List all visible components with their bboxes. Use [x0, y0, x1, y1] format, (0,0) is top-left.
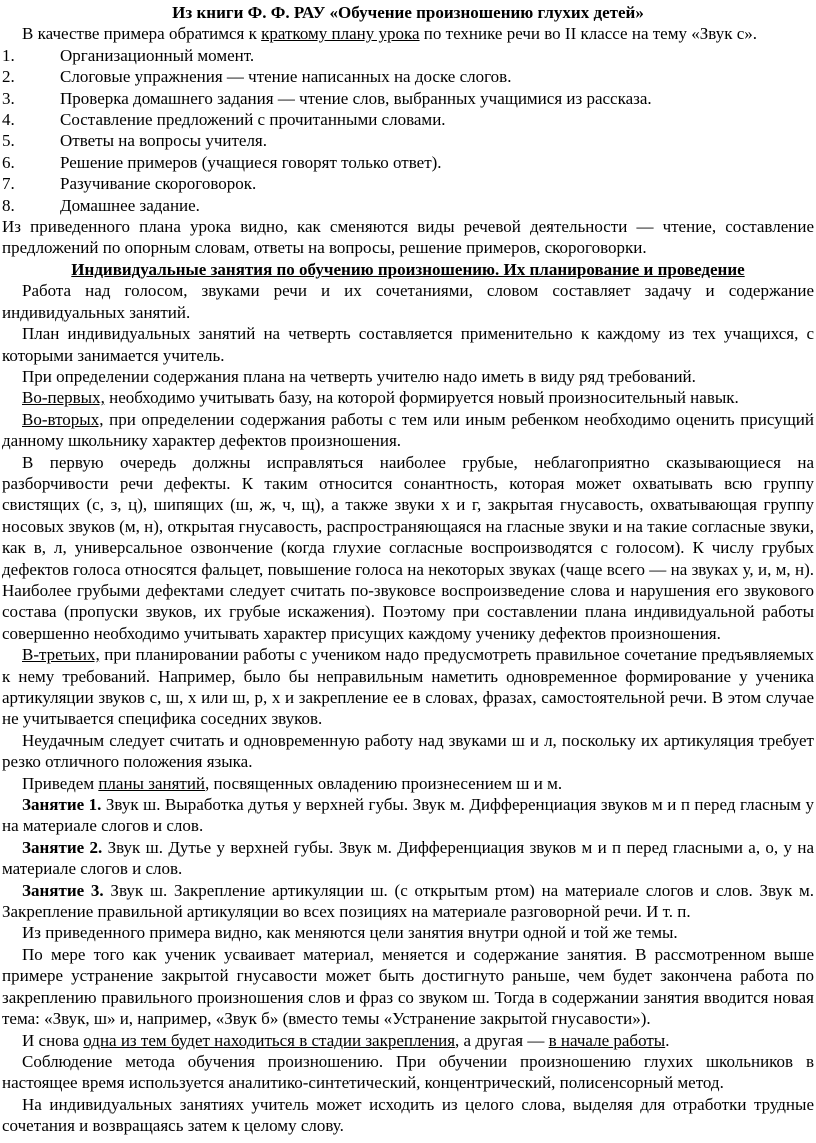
list-text: Решение примеров (учащиеся говорят только ответ).	[60, 152, 442, 172]
requirement-lead: Во-вторых,	[22, 409, 104, 429]
paragraph: По мере того как ученик усваивает материал, меняется и содержание занятия. В рассмотренном выше примере устранение закрытой гнусавости может быть достигнуто раньше, чем будет закончена работа по закреплению правильного произношения слов и фраз со звуком ш. Тогда в содержании занятия вводится новая тема: «Звук, ш» и, например, «Звук б» (вместо темы «Устранение закрытой гнусавости»).	[2, 944, 814, 1029]
list-text: Организационный момент.	[60, 45, 255, 65]
list-item	[2, 195, 814, 216]
list-text: Ответы на вопросы учителя.	[60, 131, 267, 151]
list-text: Домашнее задание.	[60, 195, 200, 215]
lesson-label: Занятие 2.	[22, 837, 103, 857]
list-number: 2.	[2, 67, 15, 87]
list-number: 7.	[2, 174, 15, 194]
text-span: И снова	[22, 1030, 84, 1050]
intro-paragraph	[2, 23, 814, 44]
paragraph: Из приведенного примера видно, как меняются цели занятия внутри одной и той же темы.	[22, 923, 678, 943]
section-heading: Индивидуальные занятия по обучению произношению. Их планирование и проведение	[71, 259, 745, 279]
list-item	[2, 66, 814, 87]
consolidation-link: одна из тем будет находиться в стадии закрепления	[83, 1030, 456, 1050]
lesson-entry	[2, 837, 814, 880]
list-number: 3.	[2, 88, 15, 108]
list-item	[2, 152, 814, 173]
list-number: 5.	[2, 131, 15, 151]
paragraph: На индивидуальных занятиях учитель может исходить из целого слова, выделяя для отработки трудные сочетания и возвращаясь затем к целому слову.	[2, 1094, 814, 1136]
paragraph: Работа над голосом, звуками речи и их сочетаниями, словом составляет задачу и содержание индивидуальных занятий.	[2, 281, 814, 322]
list-item	[2, 109, 814, 130]
lesson-plans-link: планы занятий	[98, 773, 206, 793]
paragraph	[2, 644, 814, 730]
list-item	[2, 173, 814, 194]
text-span: , а другая —	[455, 1030, 549, 1050]
paragraph	[2, 409, 814, 452]
list-item	[2, 88, 814, 109]
text-span: .	[665, 1030, 670, 1050]
lesson-text: Звук ш. Закрепление артикуляции ш. (с открытым ртом) на материале слогов и слов. Звук м. Закрепление правильной артикуляции во всех позициях на материале разговорной речи. И т. п.	[2, 880, 815, 922]
paragraph	[2, 387, 814, 408]
lesson-label: Занятие 3.	[22, 880, 104, 900]
lesson-label: Занятие 1.	[22, 795, 102, 815]
work-start-link: в начале работы	[548, 1030, 666, 1050]
list-text: Разучивание скороговорок.	[60, 174, 257, 194]
list-item	[2, 45, 814, 66]
list-item	[2, 130, 814, 151]
document-title: Из книги Ф. Ф. РАУ «Обучение произношению глухих детей»	[172, 3, 644, 22]
list-number: 8.	[2, 195, 15, 215]
paragraph	[2, 773, 814, 794]
list-number: 6.	[2, 152, 15, 172]
requirement-text: необходимо учитывать базу, на которой формируется новый произносительный навык.	[104, 388, 739, 408]
paragraph: План индивидуальных занятий на четверть составляется применительно к каждому из тех учащихся, с которыми занимается учитель.	[2, 324, 814, 365]
list-number: 1.	[2, 45, 15, 65]
list-text: Проверка домашнего задания — чтение слов, выбранных учащимися из рассказа.	[60, 88, 652, 108]
requirement-lead: Во-первых,	[22, 388, 105, 408]
paragraph: При определении содержания плана на четверть учителю надо иметь в виду ряд требований.	[22, 366, 696, 386]
list-text: Слоговые упражнения — чтение написанных на доске слогов.	[60, 67, 512, 87]
summary-paragraph: Из приведенного плана урока видно, как сменяются виды речевой деятельности — чтение, составление предложений по опорным словам, ответы на вопросы, решение примеров, скороговорки.	[2, 217, 814, 258]
paragraph: Соблюдение метода обучения произношению. При обучении произношению глухих школьников в настоящее время используется аналитико-синтетический, концентрический, полисенсорный метод.	[2, 1051, 814, 1093]
list-text: Составление предложений с прочитанными словами.	[60, 110, 446, 130]
lesson-text: Звук ш. Выработка дутья у верхней губы. Звук м. Дифференциация звуков м и п перед гласным у на материале слогов и слов.	[2, 795, 814, 836]
lesson-text: Звук ш. Дутье у верхней губы. Звук м. Дифференциация звуков м и п перед гласными а, о, у на материале слогов и слов.	[2, 837, 814, 879]
list-number: 4.	[2, 110, 15, 130]
intro-after: по технике речи во II классе на тему «Звук с».	[419, 24, 757, 44]
intro-before: В качестве примера обратимся к	[22, 24, 262, 44]
text-span: Приведем	[22, 773, 99, 793]
requirement-lead: В-третьих,	[22, 645, 100, 665]
text-span: , посвященных овладению произнесением ш и м.	[205, 773, 563, 793]
lesson-plan-list	[2, 45, 814, 216]
lesson-plan-link: краткому плану урока	[261, 24, 420, 44]
requirement-text: при планировании работы с учеником надо предусмотреть правильное сочетание предъявляемых к нему требований. Например, было бы неправильным наметить одновременное формирование у ученика артикуляции звуков с, ш, х или ш, р, х и закрепление ее в словах, фразах, самостоятельной речи. В этом случае не учитывается специфика соседних звуков.	[2, 645, 814, 729]
paragraph: В первую очередь должны исправляться наиболее грубые, неблагоприятно сказывающиеся на разборчивости речи дефекты. К таким относится сонантность, которая может охватывать всю группу свистящих (с, з, ц), шипящих (ш, ж, ч, щ), а также звуки х и г, закрытая гнусавость, охватывающая группу носовых звуков (м, н), открытая гнусавость, распространяющаяся на гласные звуки и на такие согласные звуки, как в, л, универсальное озвончение (когда глухие согласные воспроизводятся с голосом). К числу грубых дефектов голоса относятся фальцет, повышение голоса на некоторых звуках (чаще всего — на звуках у, и, м, н). Наиболее грубыми дефектами следует считать по-звуковсе воспроизведение слова и нарушения его звукового состава (пропуски звуков, их грубые искажения). Поэтому при составлении плана индивидуальной работы совершенно необходимо учитывать характер присущих каждому ученику дефектов произношения.	[2, 452, 814, 643]
lesson-entry	[2, 794, 814, 837]
lesson-entry	[2, 880, 814, 923]
paragraph	[2, 1030, 814, 1051]
requirement-text: при определении содержания работы с тем или иным ребенком необходимо оценить присущий данному школьнику характер дефектов произношения.	[2, 409, 814, 451]
paragraph: Неудачным следует считать и одновременную работу над звуками ш и л, поскольку их артикуляция требует резко отличного положения языка.	[2, 730, 814, 772]
